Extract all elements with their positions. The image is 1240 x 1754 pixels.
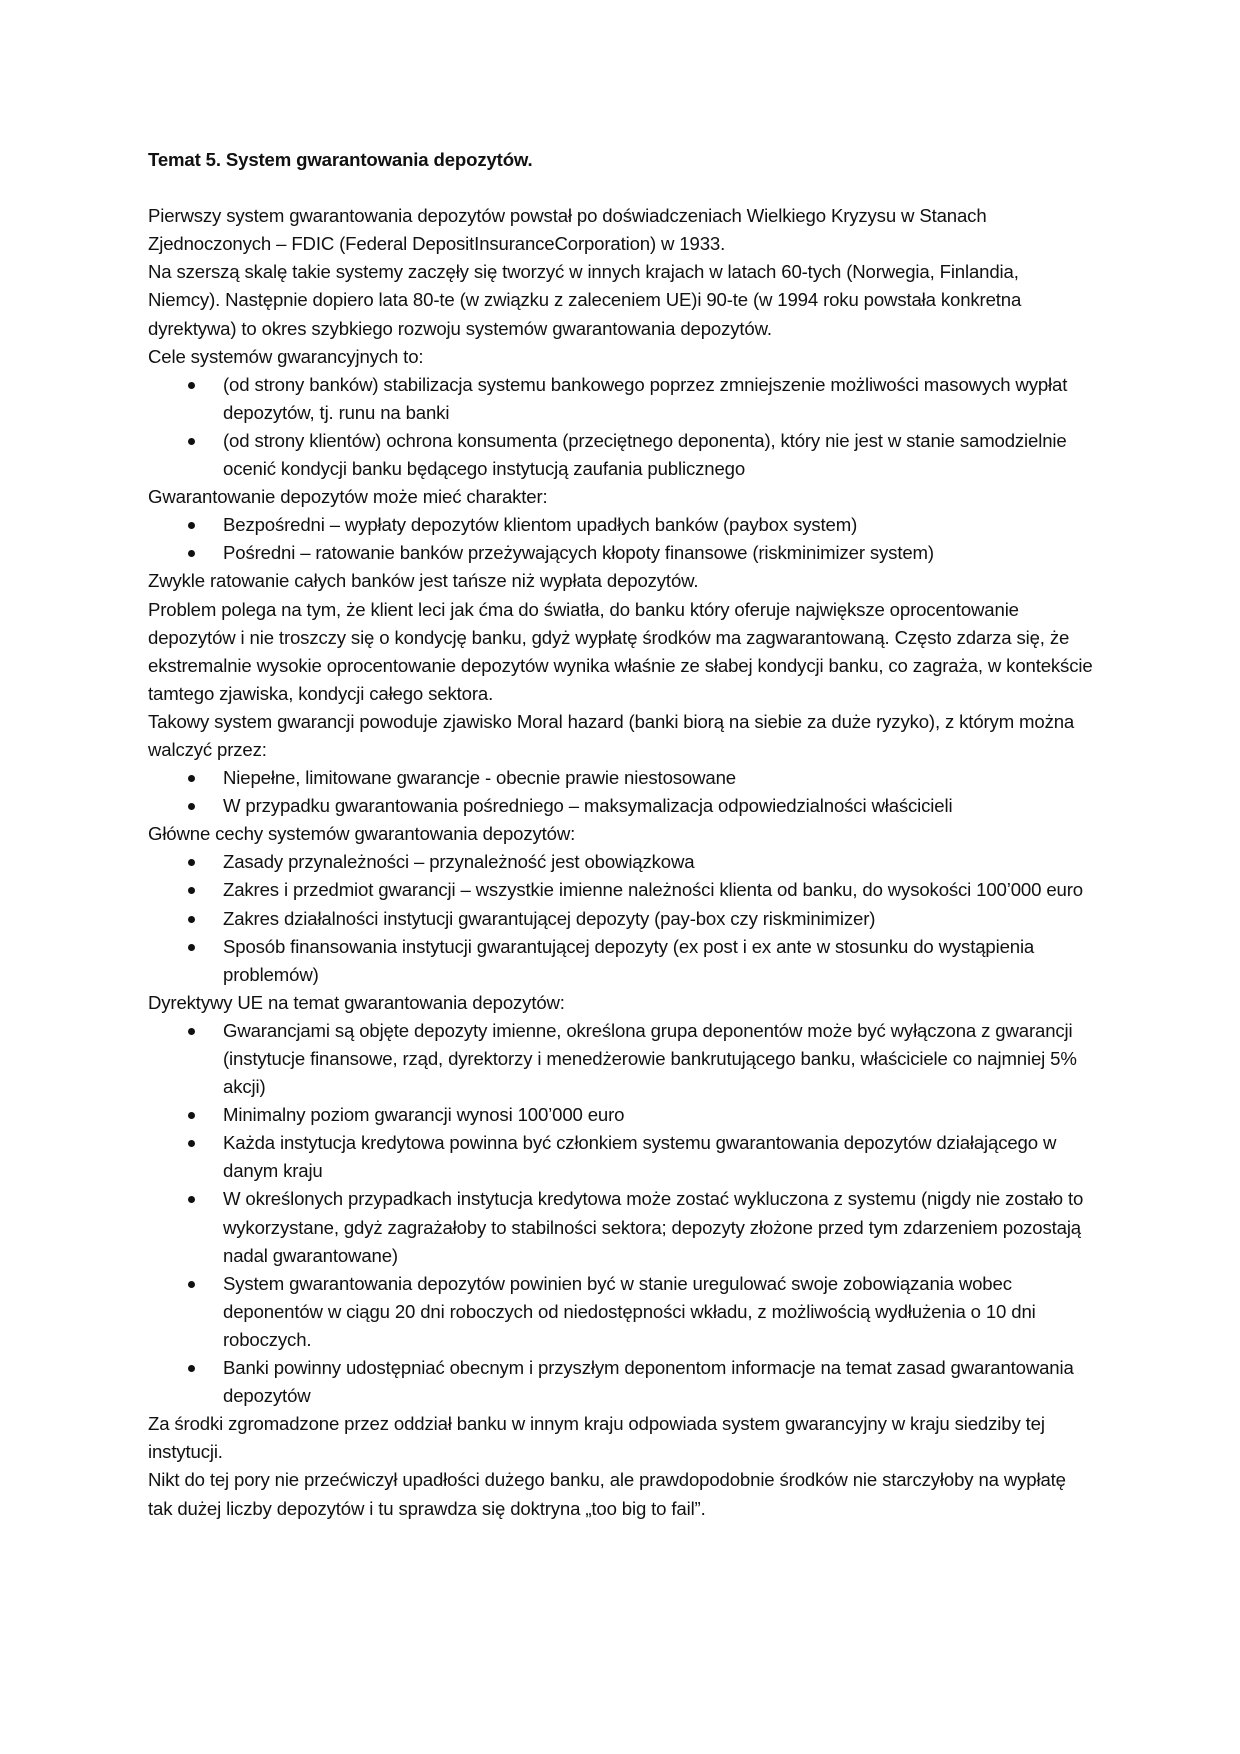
bullet-icon: [188, 382, 195, 389]
list-item: [148, 511, 1094, 539]
list-item-text: Gwarancjami są objęte depozyty imienne, określona grupa deponentów może być wyłączona z gwarancji (instytucje finansowe, rząd, dyrektorzy i menedżerowie bankrutującego banku, właściciele co najmniej 5% akcji): [223, 1019, 1077, 1098]
list-item-text: Zakres i przedmiot gwarancji – wszystkie imienne należności klienta od banku, do wysokości 100’000 euro: [223, 879, 1083, 901]
paragraph: Nikt do tej pory nie przećwiczył upadłości dużego banku, ale prawdopodobnie środków nie starczyłoby na wypłatę tak dużej liczby depozytów i tu sprawdza się doktryna „too big to fail”.: [148, 1469, 1066, 1519]
list-item: [148, 539, 1094, 567]
list-item-text: Zakres działalności instytucji gwarantującej depozyty (pay-box czy riskminimizer): [223, 907, 876, 929]
list-item: [148, 1354, 1094, 1410]
paragraph: Na szerszą skalę takie systemy zaczęły się tworzyć w innych krajach w latach 60-tych (Norwegia, Finlandia, Niemcy). Następnie dopiero lata 80-te (w związku z zaleceniem UE)i 90-te (w 1994 roku powstała konkretna dyrektywa) to okres szybkiego rozwoju systemów gwarantowania depozytów.: [148, 261, 1022, 339]
bullet-list: [148, 1017, 1094, 1410]
paragraph: Za środki zgromadzone przez oddział banku w innym kraju odpowiada system gwarancyjny w kraju siedziby tej instytucji.: [148, 1413, 1045, 1463]
document-body: [148, 202, 1094, 1522]
bullet-icon: [188, 550, 195, 557]
paragraph: Gwarantowanie depozytów może mieć charakter:: [148, 486, 548, 508]
bullet-icon: [188, 1365, 195, 1372]
bullet-icon: [188, 887, 195, 894]
bullet-icon: [188, 1140, 195, 1147]
paragraph: Dyrektywy UE na temat gwarantowania depozytów:: [148, 991, 565, 1013]
list-item-text: (od strony banków) stabilizacja systemu bankowego poprzez zmniejszenie możliwości masowych wypłat depozytów, tj. runu na banki: [223, 373, 1068, 423]
list-item: [148, 933, 1094, 989]
list-item-text: Banki powinny udostępniać obecnym i przyszłym deponentom informacje na temat zasad gwarantowania depozytów: [223, 1357, 1074, 1407]
list-item: [148, 371, 1094, 427]
paragraph: Problem polega na tym, że klient leci jak ćma do światła, do banku który oferuje największe oprocentowanie depozytów i nie troszczy się o kondycję banku, gdyż wypłatę środków ma zagwarantowaną. Często zdarza się, że ekstremalnie wysokie oprocentowanie depozytów wynika właśnie ze słabej kondycji banku, co zagraża, w kontekście tamtego zjawiska, kondycji całego sektora.: [148, 598, 1093, 704]
list-item-text: Pośredni – ratowanie banków przeżywających kłopoty finansowe (riskminimizer system): [223, 542, 934, 564]
bullet-list: [148, 511, 1094, 567]
list-item-text: Każda instytucja kredytowa powinna być członkiem systemu gwarantowania depozytów działającego w danym kraju: [223, 1132, 1057, 1182]
bullet-list: [148, 371, 1094, 483]
bullet-icon: [188, 1028, 195, 1035]
paragraph: Cele systemów gwarancyjnych to:: [148, 345, 424, 367]
bullet-icon: [188, 944, 195, 951]
list-item: [148, 1129, 1094, 1185]
bullet-icon: [188, 916, 195, 923]
list-item-text: Zasady przynależności – przynależność jest obowiązkowa: [223, 851, 695, 873]
list-item: [148, 1185, 1094, 1269]
list-item-text: Minimalny poziom gwarancji wynosi 100’000 euro: [223, 1104, 625, 1126]
list-item: [148, 1101, 1094, 1129]
paragraph: Pierwszy system gwarantowania depozytów powstał po doświadczeniach Wielkiego Kryzysu w Stanach Zjednoczonych – FDIC (Federal DepositInsuranceCorporation) w 1933.: [148, 205, 987, 255]
list-item: [148, 905, 1094, 933]
list-item: [148, 876, 1094, 904]
document-page: [148, 146, 1094, 1523]
list-item-text: W przypadku gwarantowania pośredniego – maksymalizacja odpowiedzialności właścicieli: [223, 795, 953, 817]
bullet-list: [148, 848, 1094, 988]
list-item: [148, 1270, 1094, 1354]
bullet-icon: [188, 775, 195, 782]
bullet-icon: [188, 522, 195, 529]
list-item: [148, 792, 1094, 820]
paragraph: Takowy system gwarancji powoduje zjawisko Moral hazard (banki biorą na siebie za duże ryzyko), z którym można walczyć przez:: [148, 710, 1075, 760]
bullet-icon: [188, 1281, 195, 1288]
list-item-text: Niepełne, limitowane gwarancje - obecnie prawie niestosowane: [223, 767, 736, 789]
bullet-icon: [188, 859, 195, 866]
list-item: [148, 1017, 1094, 1101]
bullet-icon: [188, 803, 195, 810]
list-item-text: Bezpośredni – wypłaty depozytów klientom upadłych banków (paybox system): [223, 514, 858, 536]
spacer: [148, 174, 1094, 202]
list-item-text: (od strony klientów) ochrona konsumenta (przeciętnego deponenta), który nie jest w stanie samodzielnie ocenić kondycji banku będącego instytucją zaufania publicznego: [223, 429, 1067, 480]
list-item: [148, 848, 1094, 876]
list-item-text: System gwarantowania depozytów powinien być w stanie uregulować swoje zobowiązania wobec deponentów w ciągu 20 dni roboczych od niedostępności wkładu, z możliwością wydłużenia o 10 dni roboczych.: [223, 1272, 1036, 1350]
list-item: [148, 427, 1094, 483]
document-title: Temat 5. System gwarantowania depozytów.: [148, 149, 533, 170]
paragraph: Główne cechy systemów gwarantowania depozytów:: [148, 823, 576, 845]
bullet-icon: [188, 438, 195, 445]
bullet-list: [148, 764, 1094, 820]
bullet-icon: [188, 1112, 195, 1119]
paragraph: Zwykle ratowanie całych banków jest tańsze niż wypłata depozytów.: [148, 570, 699, 592]
list-item-text: Sposób finansowania instytucji gwarantującej depozyty (ex post i ex ante w stosunku do wystąpienia problemów): [223, 935, 1035, 985]
list-item: [148, 764, 1094, 792]
list-item-text: W określonych przypadkach instytucja kredytowa może zostać wykluczona z systemu (nigdy nie zostało to wykorzystane, gdyż zagrażałoby to stabilności sektora; depozyty złożone przed tym zdarzeniem pozostają nadal gwarantowane): [223, 1188, 1084, 1266]
bullet-icon: [188, 1196, 195, 1203]
